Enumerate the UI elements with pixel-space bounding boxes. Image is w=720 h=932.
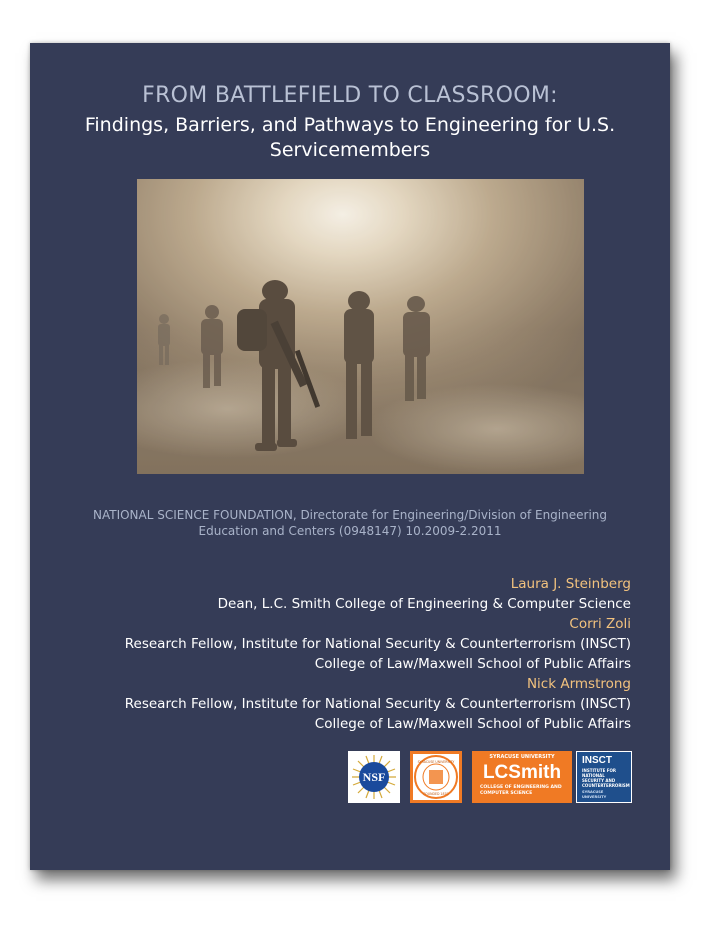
svg-text:SYRACUSE UNIVERSITY: SYRACUSE UNIVERSITY (417, 760, 455, 764)
lc-smith-college-logo (472, 751, 572, 803)
author-affiliation: College of Law/Maxwell School of Public Affairs (314, 656, 631, 672)
report-cover (30, 43, 670, 870)
funding-line: Education and Centers (0948147) 10.2009-2.2011 (198, 524, 502, 538)
syracuse-university-seal-logo (410, 751, 462, 803)
lcs-wordmark: LCSmith (482, 762, 562, 783)
author-name: Laura J. Steinberg (510, 576, 631, 592)
author-list (51, 574, 631, 734)
lcs-college-label: COLLEGE OF ENGINEERING AND COMPUTER SCIENCE (480, 785, 562, 796)
cover-photo-soldiers (137, 179, 584, 474)
report-title: FROM BATTLEFIELD TO CLASSROOM: (142, 83, 558, 108)
author-affiliation: Research Fellow, Institute for National Security & Counterterrorism (INSCT) (124, 696, 631, 712)
author-name: Corri Zoli (569, 616, 631, 632)
svg-text:NSF: NSF (362, 770, 386, 784)
svg-text:FOUNDED 1870: FOUNDED 1870 (423, 792, 449, 796)
funding-line: NATIONAL SCIENCE FOUNDATION, Directorate for Engineering/Division of Engineering (92, 508, 607, 522)
insct-institute-label: INSTITUTE FOR NATIONAL SECURITY AND COUNTERTERRORISM (582, 768, 630, 788)
insct-wordmark: INSCT (582, 755, 612, 766)
insct-logo (576, 751, 632, 803)
report-subtitle: Findings, Barriers, and Pathways to Engineering for U.S. Servicemembers (84, 114, 616, 161)
lcs-university-label: SYRACUSE UNIVERSITY (489, 754, 555, 760)
insct-university-label: SYRACUSE UNIVERSITY (582, 790, 607, 799)
nsf-logo (348, 751, 400, 803)
author-name: Nick Armstrong (526, 676, 631, 692)
author-affiliation: Dean, L.C. Smith College of Engineering & Computer Science (217, 596, 631, 612)
funding-statement (70, 507, 630, 539)
author-affiliation: Research Fellow, Institute for National Security & Counterterrorism (INSCT) (124, 636, 631, 652)
author-affiliation: College of Law/Maxwell School of Public Affairs (314, 716, 631, 732)
